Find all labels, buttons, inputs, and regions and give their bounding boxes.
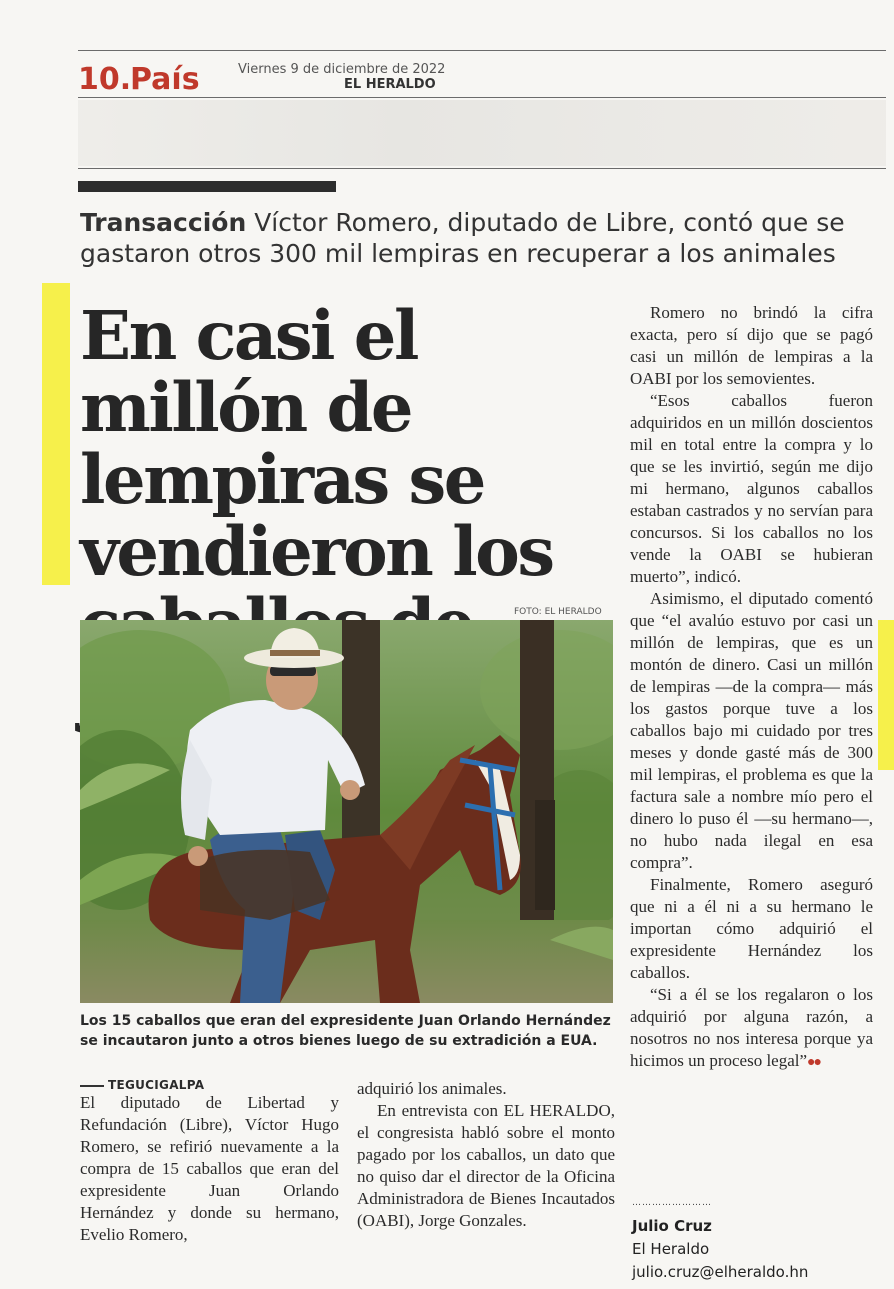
section-title: País [130, 62, 200, 97]
paragraph: “Esos caballos fueron adquiridos en un millón doscientos mil en total entre la compra y lo que se les invirtió, según me dijo mi hermano, algunos caballos estaban castrados y no servían para concursos. Si los caballos no los vende la OABI se hubieran muerto”, indicó. [630, 391, 873, 586]
section-rule [78, 168, 886, 169]
article-column-3 [630, 302, 873, 1074]
kicker-label: Transacción [80, 208, 247, 237]
article-column-2 [357, 1078, 615, 1232]
dateline: TEGUCIGALPA [80, 1078, 339, 1092]
author-email[interactable]: julio.cruz@elheraldo.hn [632, 1263, 809, 1281]
paragraph: El diputado de Libertad y Refundación (Libre), Víctor Hugo Romero, se refirió nuevamente a la compra de 15 caballos que eran del expresidente Juan Orlando Hernández y donde su hermano, Evelio Romero, [80, 1093, 339, 1244]
author-outlet: El Heraldo [632, 1240, 710, 1258]
kicker-text: Víctor Romero, diputado de Libre, contó que se gastaron otros 300 mil lempiras en recuperar a los animales [80, 208, 845, 268]
author-name: Julio Cruz [632, 1217, 712, 1235]
kicker-bar [78, 181, 336, 192]
paragraph: Romero no brindó la cifra exacta, pero sí dijo que se pagó casi un millón de lempiras a la OABI por los semovientes. [630, 303, 873, 388]
page-number: 10. [78, 62, 132, 97]
kicker [80, 207, 870, 269]
top-rule [78, 50, 886, 51]
paragraph: En entrevista con EL HERALDO, el congresista habló sobre el monto pagado por los caballos, un dato que no quiso dar el director de la Oficina Administradora de Bienes Incautados (OABI), Jorge Gonzales. [357, 1101, 615, 1230]
bleed-through-band [78, 100, 886, 166]
issue-date: Viernes 9 de diciembre de 2022 [238, 62, 446, 77]
paragraph: Asimismo, el diputado comentó que “el avalúo estuvo por casi un millón de lempiras, que es un montón de dinero. Casi un millón de lempiras —de la compra— más los gastos porque tuve a los caballos bajo mi cuidado por tres meses y donde gasté más de 300 mil lempiras, el problema es que la factura sale a nombre mío pero el dinero lo puso él —su hermano—, no hubo nada ilegal en esa compra”. [630, 589, 873, 872]
byline [632, 1192, 808, 1284]
header-rule [78, 97, 886, 98]
byline-rule: …………………… [632, 1198, 712, 1208]
news-photo [80, 620, 613, 1003]
horse-rider-illustration [80, 620, 613, 1003]
end-mark-icon: ●● [807, 1055, 820, 1070]
headline: En casi el millón de lempiras se vendieron los [80, 296, 553, 591]
photo-caption: Los 15 caballos que eran del expresidente Juan Orlando Hernández se incautaron junto a otros bienes luego de su extradición a EUA. [80, 1013, 611, 1049]
paragraph: adquirió los animales. [357, 1079, 507, 1098]
newspaper-name: EL HERALDO [344, 77, 436, 92]
paragraph: Finalmente, Romero aseguró que ni a él ni a su hermano le importan cómo adquirió el expresidente Hernández los caballos. [630, 875, 873, 982]
highlighter-mark-left [42, 283, 70, 585]
photo-credit: FOTO: EL HERALDO [514, 607, 602, 617]
highlighter-mark-right [878, 620, 894, 770]
paragraph: “Si a él se los regalaron o los adquirió por alguna razón, a nosotros no nos interesa porque ya hicimos un proceso legal” [630, 985, 873, 1070]
article-column-1 [80, 1078, 339, 1246]
